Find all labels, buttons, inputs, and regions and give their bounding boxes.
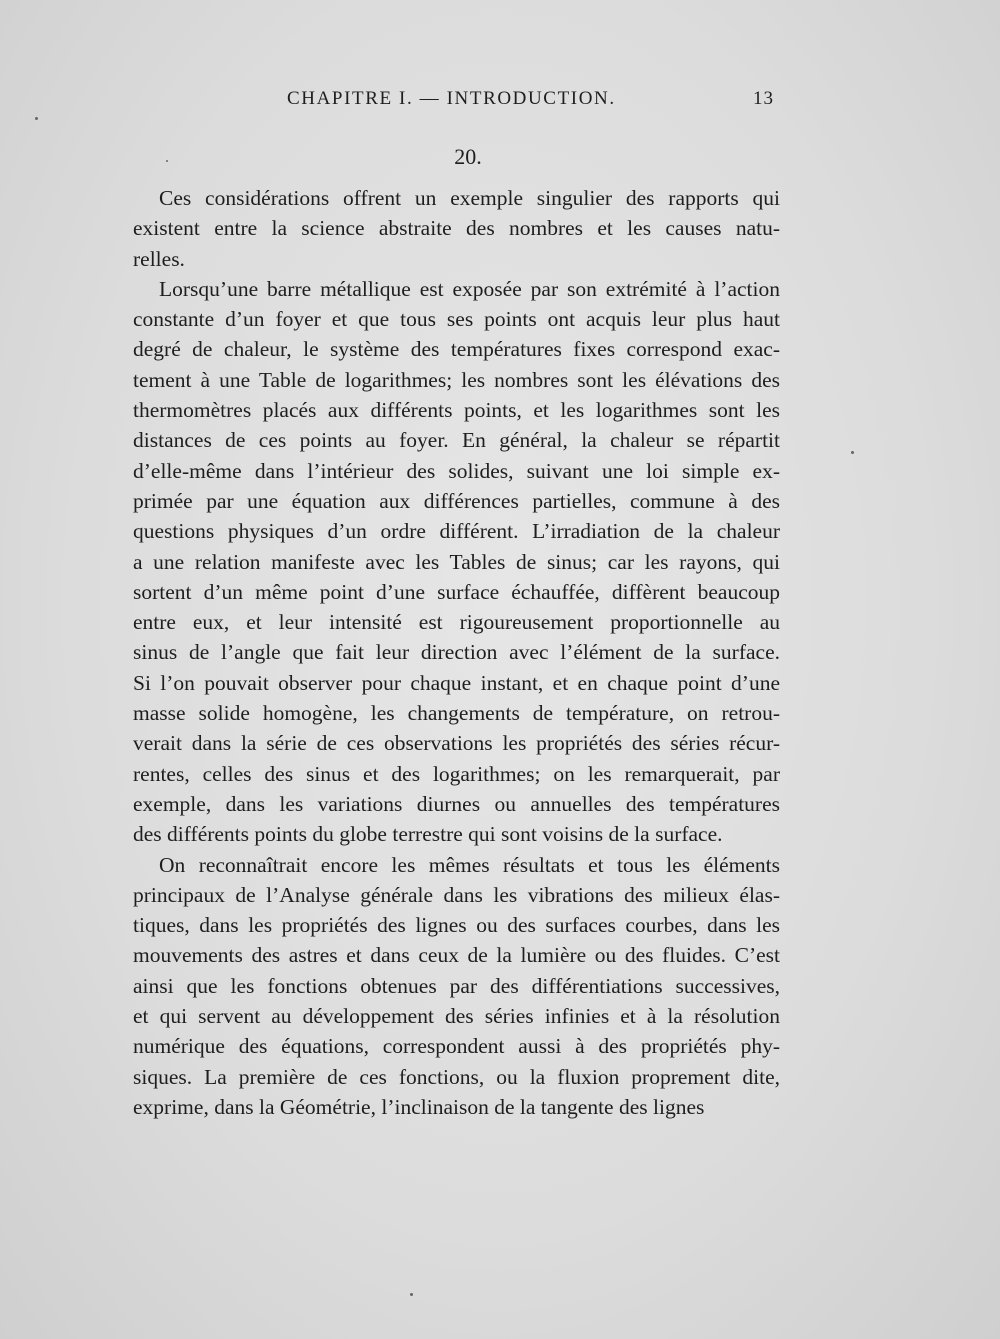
text-line: tiques, dans les propriétés des lignes ou des surfaces courbes, dans les: [133, 913, 780, 938]
text-line: Si l’on pouvait observer pour chaque instant, et en chaque point d’une: [133, 670, 780, 695]
text-line: sortent d’un même point d’une surface échauffée, diffèrent beaucoup: [133, 579, 780, 604]
paper-speck: [851, 451, 854, 454]
text-line: mouvements des astres et dans ceux de la lumière ou des fluides. C’est: [133, 943, 780, 968]
page-header: [0, 88, 1000, 118]
text-line: d’elle-même dans l’intérieur des solides, suivant une loi simple ex-: [133, 458, 780, 483]
text-line: entre eux, et leur intensité est rigoureusement proportionnelle au: [133, 610, 780, 635]
paragraph: [133, 183, 780, 274]
text-line: exemple, dans les variations diurnes ou annuelles des températures: [133, 791, 780, 816]
paper-speck: [410, 1293, 413, 1296]
section-number: 20.: [454, 144, 482, 169]
text-line: rentes, celles des sinus et des logarithmes; on les remarquerait, par: [133, 761, 780, 786]
text-line: siques. La première de ces fonctions, ou la fluxion proprement dite,: [133, 1064, 780, 1089]
text-line: Ces considérations offrent un exemple singulier des rapports qui: [159, 186, 780, 210]
text-line: des différents points du globe terrestre qui sont voisins de la surface.: [133, 822, 723, 847]
text-line: distances de ces points au foyer. En général, la chaleur se répartit: [133, 428, 780, 453]
page-number: 13: [753, 88, 774, 109]
text-line: Lorsqu’une barre métallique est exposée par son extrémité à l’action: [159, 276, 780, 301]
paragraph: [133, 850, 780, 1123]
text-line: constante d’un foyer et que tous ses points ont acquis leur plus haut: [133, 307, 780, 332]
text-line: verait dans la série de ces observations les propriétés des séries récur-: [133, 731, 780, 756]
running-head: CHAPITRE I. — INTRODUCTION.: [287, 88, 616, 109]
text-line: thermomètres placés aux différents points, et les logarithmes sont les: [133, 398, 780, 423]
text-line: primée par une équation aux différences partielles, commune à des: [133, 488, 780, 513]
text-line: sinus de l’angle que fait leur direction avec l’élément de la surface.: [133, 640, 780, 665]
paragraph: [133, 274, 780, 850]
text-line: relles.: [133, 246, 185, 271]
paper-speck: [166, 160, 168, 162]
text-line: numérique des équations, correspondent aussi à des propriétés phy-: [133, 1034, 780, 1059]
text-line: On reconnaîtrait encore les mêmes résultats et tous les éléments: [159, 852, 780, 877]
text-line: existent entre la science abstraite des nombres et les causes natu-: [133, 216, 780, 241]
text-line: principaux de l’Analyse générale dans les vibrations des milieux élas-: [133, 882, 780, 907]
text-line: exprime, dans la Géométrie, l’inclinaison de la tangente des lignes: [133, 1094, 705, 1119]
text-line: masse solide homogène, les changements de température, on retrou-: [133, 701, 780, 726]
body-text: [133, 183, 780, 1122]
text-line: tement à une Table de logarithmes; les nombres sont les élévations des: [133, 367, 780, 392]
text-line: a une relation manifeste avec les Tables de sinus; car les rayons, qui: [133, 549, 780, 574]
text-line: degré de chaleur, le système des températures fixes correspond exac-: [133, 337, 780, 362]
paper-speck: [35, 117, 38, 120]
text-line: questions physiques d’un ordre différent. L’irradiation de la chaleur: [133, 519, 780, 544]
text-line: ainsi que les fonctions obtenues par des différentiations successives,: [133, 973, 780, 998]
text-line: et qui servent au développement des séries infinies et à la résolution: [133, 1004, 780, 1029]
